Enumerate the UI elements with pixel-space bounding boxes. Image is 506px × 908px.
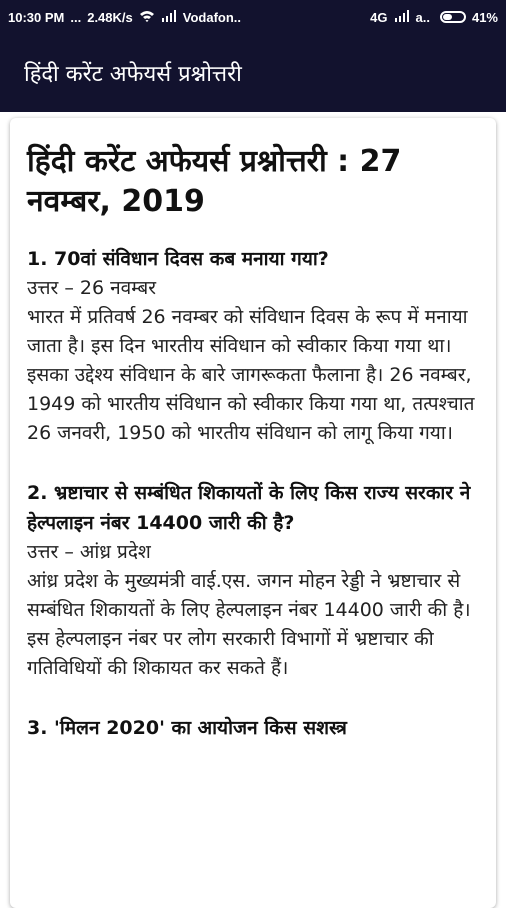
qa-item-2 bbox=[27, 478, 480, 683]
status-time: 10:30 PM bbox=[8, 9, 65, 25]
signal-icon bbox=[161, 10, 177, 25]
carrier-name-2: a.. bbox=[415, 9, 430, 25]
battery-level: 41% bbox=[471, 9, 498, 25]
question: 1. 70वां संविधान दिवस कब मनाया गया? bbox=[27, 248, 329, 270]
article-card[interactable] bbox=[10, 118, 496, 908]
question: 2. भ्रष्टाचार से सम्बंधित शिकायतों के लिए किस राज्य सरकार ने हेल्पलाइन नंबर 14400 जारी की है? bbox=[27, 482, 471, 534]
qa-item-1 bbox=[27, 244, 480, 448]
network-speed: 2.48K/s bbox=[87, 9, 133, 25]
carrier-name: Vodafon.. bbox=[182, 9, 242, 25]
status-left bbox=[8, 10, 241, 25]
question: 3. 'मिलन 2020' का आयोजन किस सशस्त्र bbox=[27, 717, 347, 739]
qa-item-3 bbox=[27, 713, 480, 743]
network-type: 4G bbox=[370, 9, 388, 25]
status-bar bbox=[0, 0, 506, 34]
wifi-icon bbox=[139, 10, 155, 25]
answer: उत्तर – 26 नवम्बर bbox=[27, 277, 157, 299]
explanation: भारत में प्रतिवर्ष 26 नवम्बर को संविधान दिवस के रूप में मनाया जाता है। इस दिन भारतीय संविधान को स्वीकार किया गया था। इसका उद्देश्य संविधान के बारे जागरूकता फैलाना है। 26 नवम्बर, 1949 को भारतीय संविधान को स्वीकार किया गया था, तत्पश्चात 26 जनवरी, 1950 को भारतीय संविधान को लागू किया गया। bbox=[27, 306, 475, 444]
explanation: आंध्र प्रदेश के मुख्यमंत्री वाई.एस. जगन मोहन रेड्डी ने भ्रष्टाचार से सम्बंधित शिकायतों के लिए हेल्पलाइन नंबर 14400 जारी की है। इस हेल्पलाइन नंबर पर लोग सरकारी विभागों में भ्रष्टाचार की गतिविधियों की शिकायत कर सकते हैं। bbox=[27, 570, 471, 679]
app-title: हिंदी करेंट अफेयर्स प्रश्नोत्तरी bbox=[24, 62, 242, 87]
status-dots: ... bbox=[70, 9, 82, 25]
answer: उत्तर – आंध्र प्रदेश bbox=[27, 541, 151, 563]
status-right bbox=[370, 10, 498, 25]
article-title: हिंदी करेंट अफेयर्स प्रश्नोत्तरी : 27 नवम्बर, 2019 bbox=[27, 144, 402, 219]
app-bar bbox=[0, 34, 506, 112]
signal-icon-2 bbox=[394, 10, 410, 25]
battery-icon bbox=[440, 11, 466, 23]
